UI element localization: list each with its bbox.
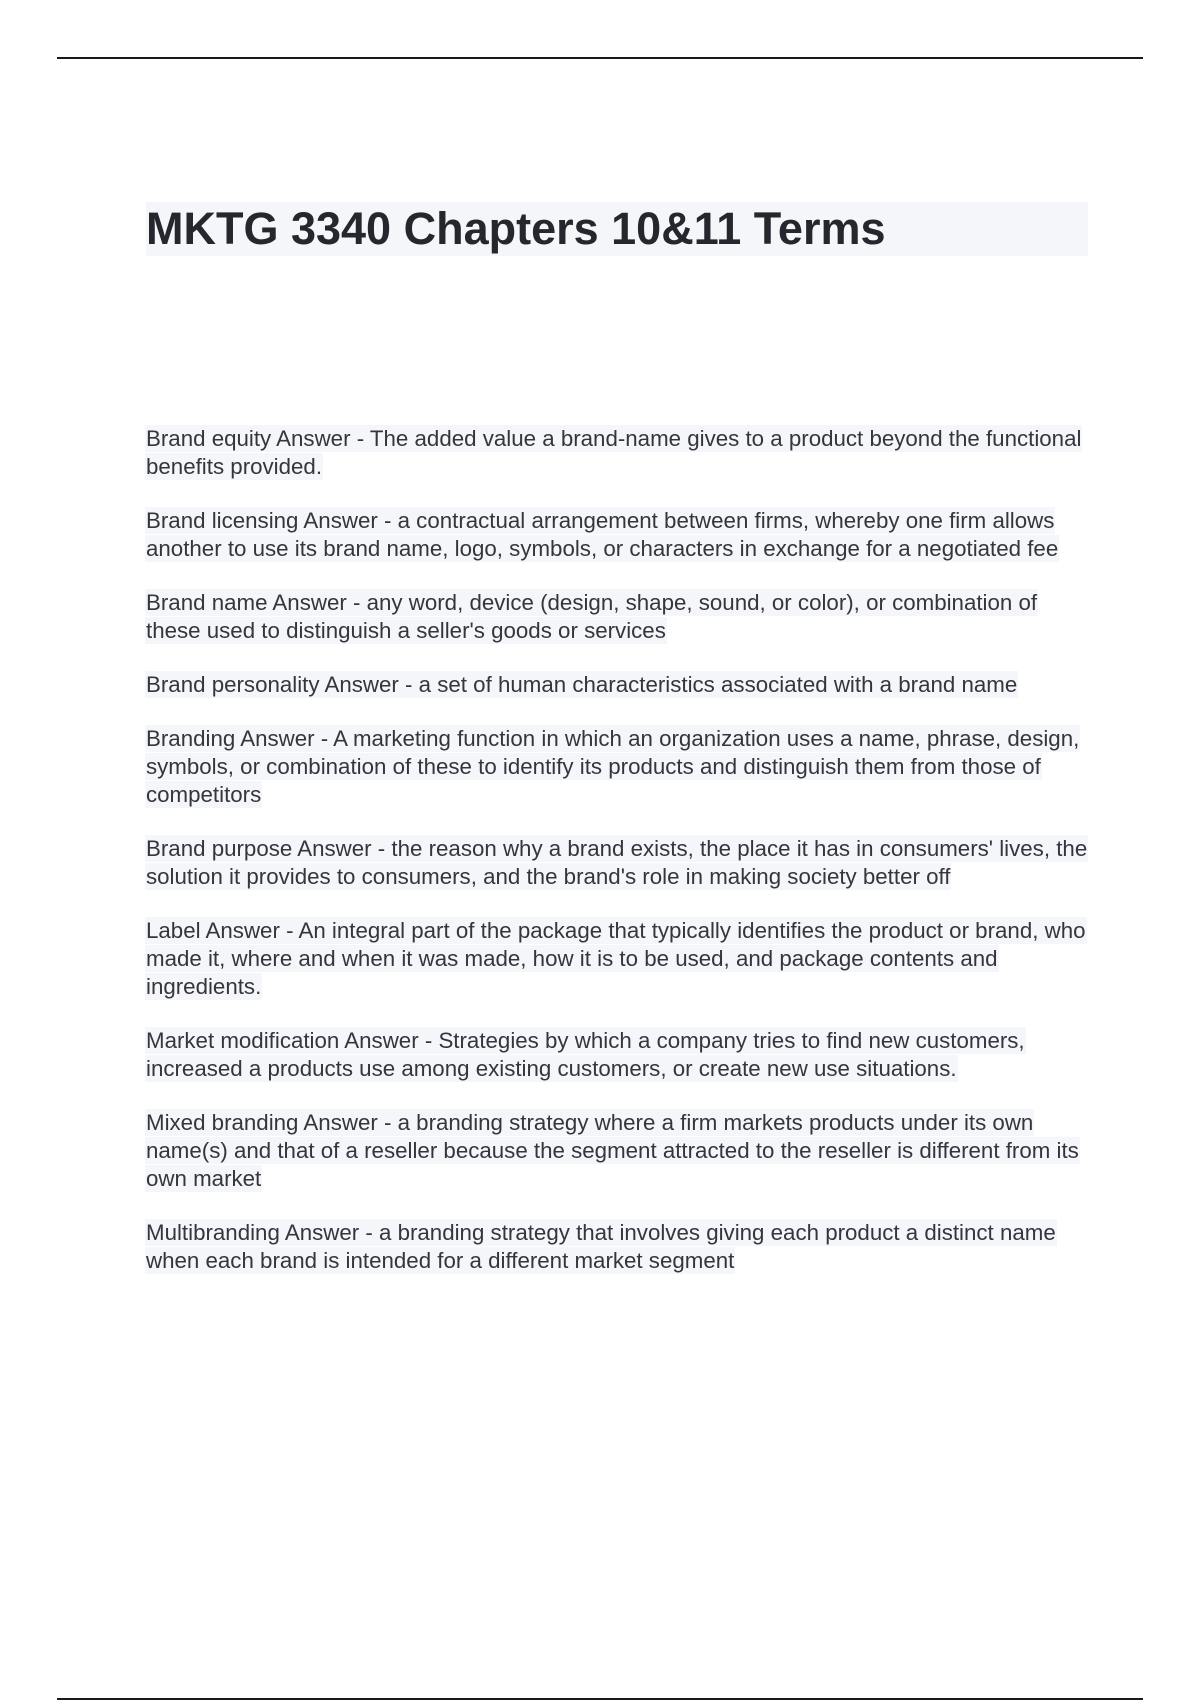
term-entry (146, 1027, 1088, 1083)
term-text: Brand licensing Answer - a contractual arrangement between firms, whereby one firm allows another to use its brand name, logo, symbols, or characters in exchange for a negotiated fee (146, 508, 1059, 561)
term-entry (146, 589, 1088, 645)
term-entry (146, 671, 1088, 699)
top-divider (57, 57, 1143, 59)
term-text: Label Answer - An integral part of the package that typically identifies the product or brand, who made it, where and when it was made, how it is to be used, and package contents and ingredients. (146, 918, 1086, 999)
term-entry (146, 507, 1088, 563)
term-entry (146, 835, 1088, 891)
term-text: Brand equity Answer - The added value a brand-name gives to a product beyond the functional benefits provided. (146, 426, 1082, 479)
term-entry (146, 1219, 1088, 1275)
title-block (146, 202, 1088, 256)
term-text: Brand purpose Answer - the reason why a brand exists, the place it has in consumers' lives, the solution it provides to consumers, and the brand's role in making society better off (146, 836, 1088, 889)
term-entry (146, 1109, 1088, 1193)
term-text: Branding Answer - A marketing function in which an organization uses a name, phrase, design, symbols, or combination of these to identify its products and distinguish them from those of competitors (146, 726, 1080, 807)
document-title: MKTG 3340 Chapters 10&11 Terms (146, 203, 886, 254)
terms-list (146, 425, 1088, 1301)
term-text: Mixed branding Answer - a branding strategy where a firm markets products under its own name(s) and that of a reseller because the segment attracted to the reseller is different from its own market (146, 1110, 1079, 1191)
term-text: Market modification Answer - Strategies by which a company tries to find new customers, increased a products use among existing customers, or create new use situations. (146, 1028, 1025, 1081)
term-entry (146, 425, 1088, 481)
term-entry (146, 917, 1088, 1001)
term-entry (146, 725, 1088, 809)
term-text: Multibranding Answer - a branding strategy that involves giving each product a distinct name when each brand is intended for a different market segment (146, 1220, 1056, 1273)
term-text: Brand personality Answer - a set of human characteristics associated with a brand name (146, 672, 1018, 697)
term-text: Brand name Answer - any word, device (design, shape, sound, or color), or combination of these used to distinguish a seller's goods or services (146, 590, 1038, 643)
